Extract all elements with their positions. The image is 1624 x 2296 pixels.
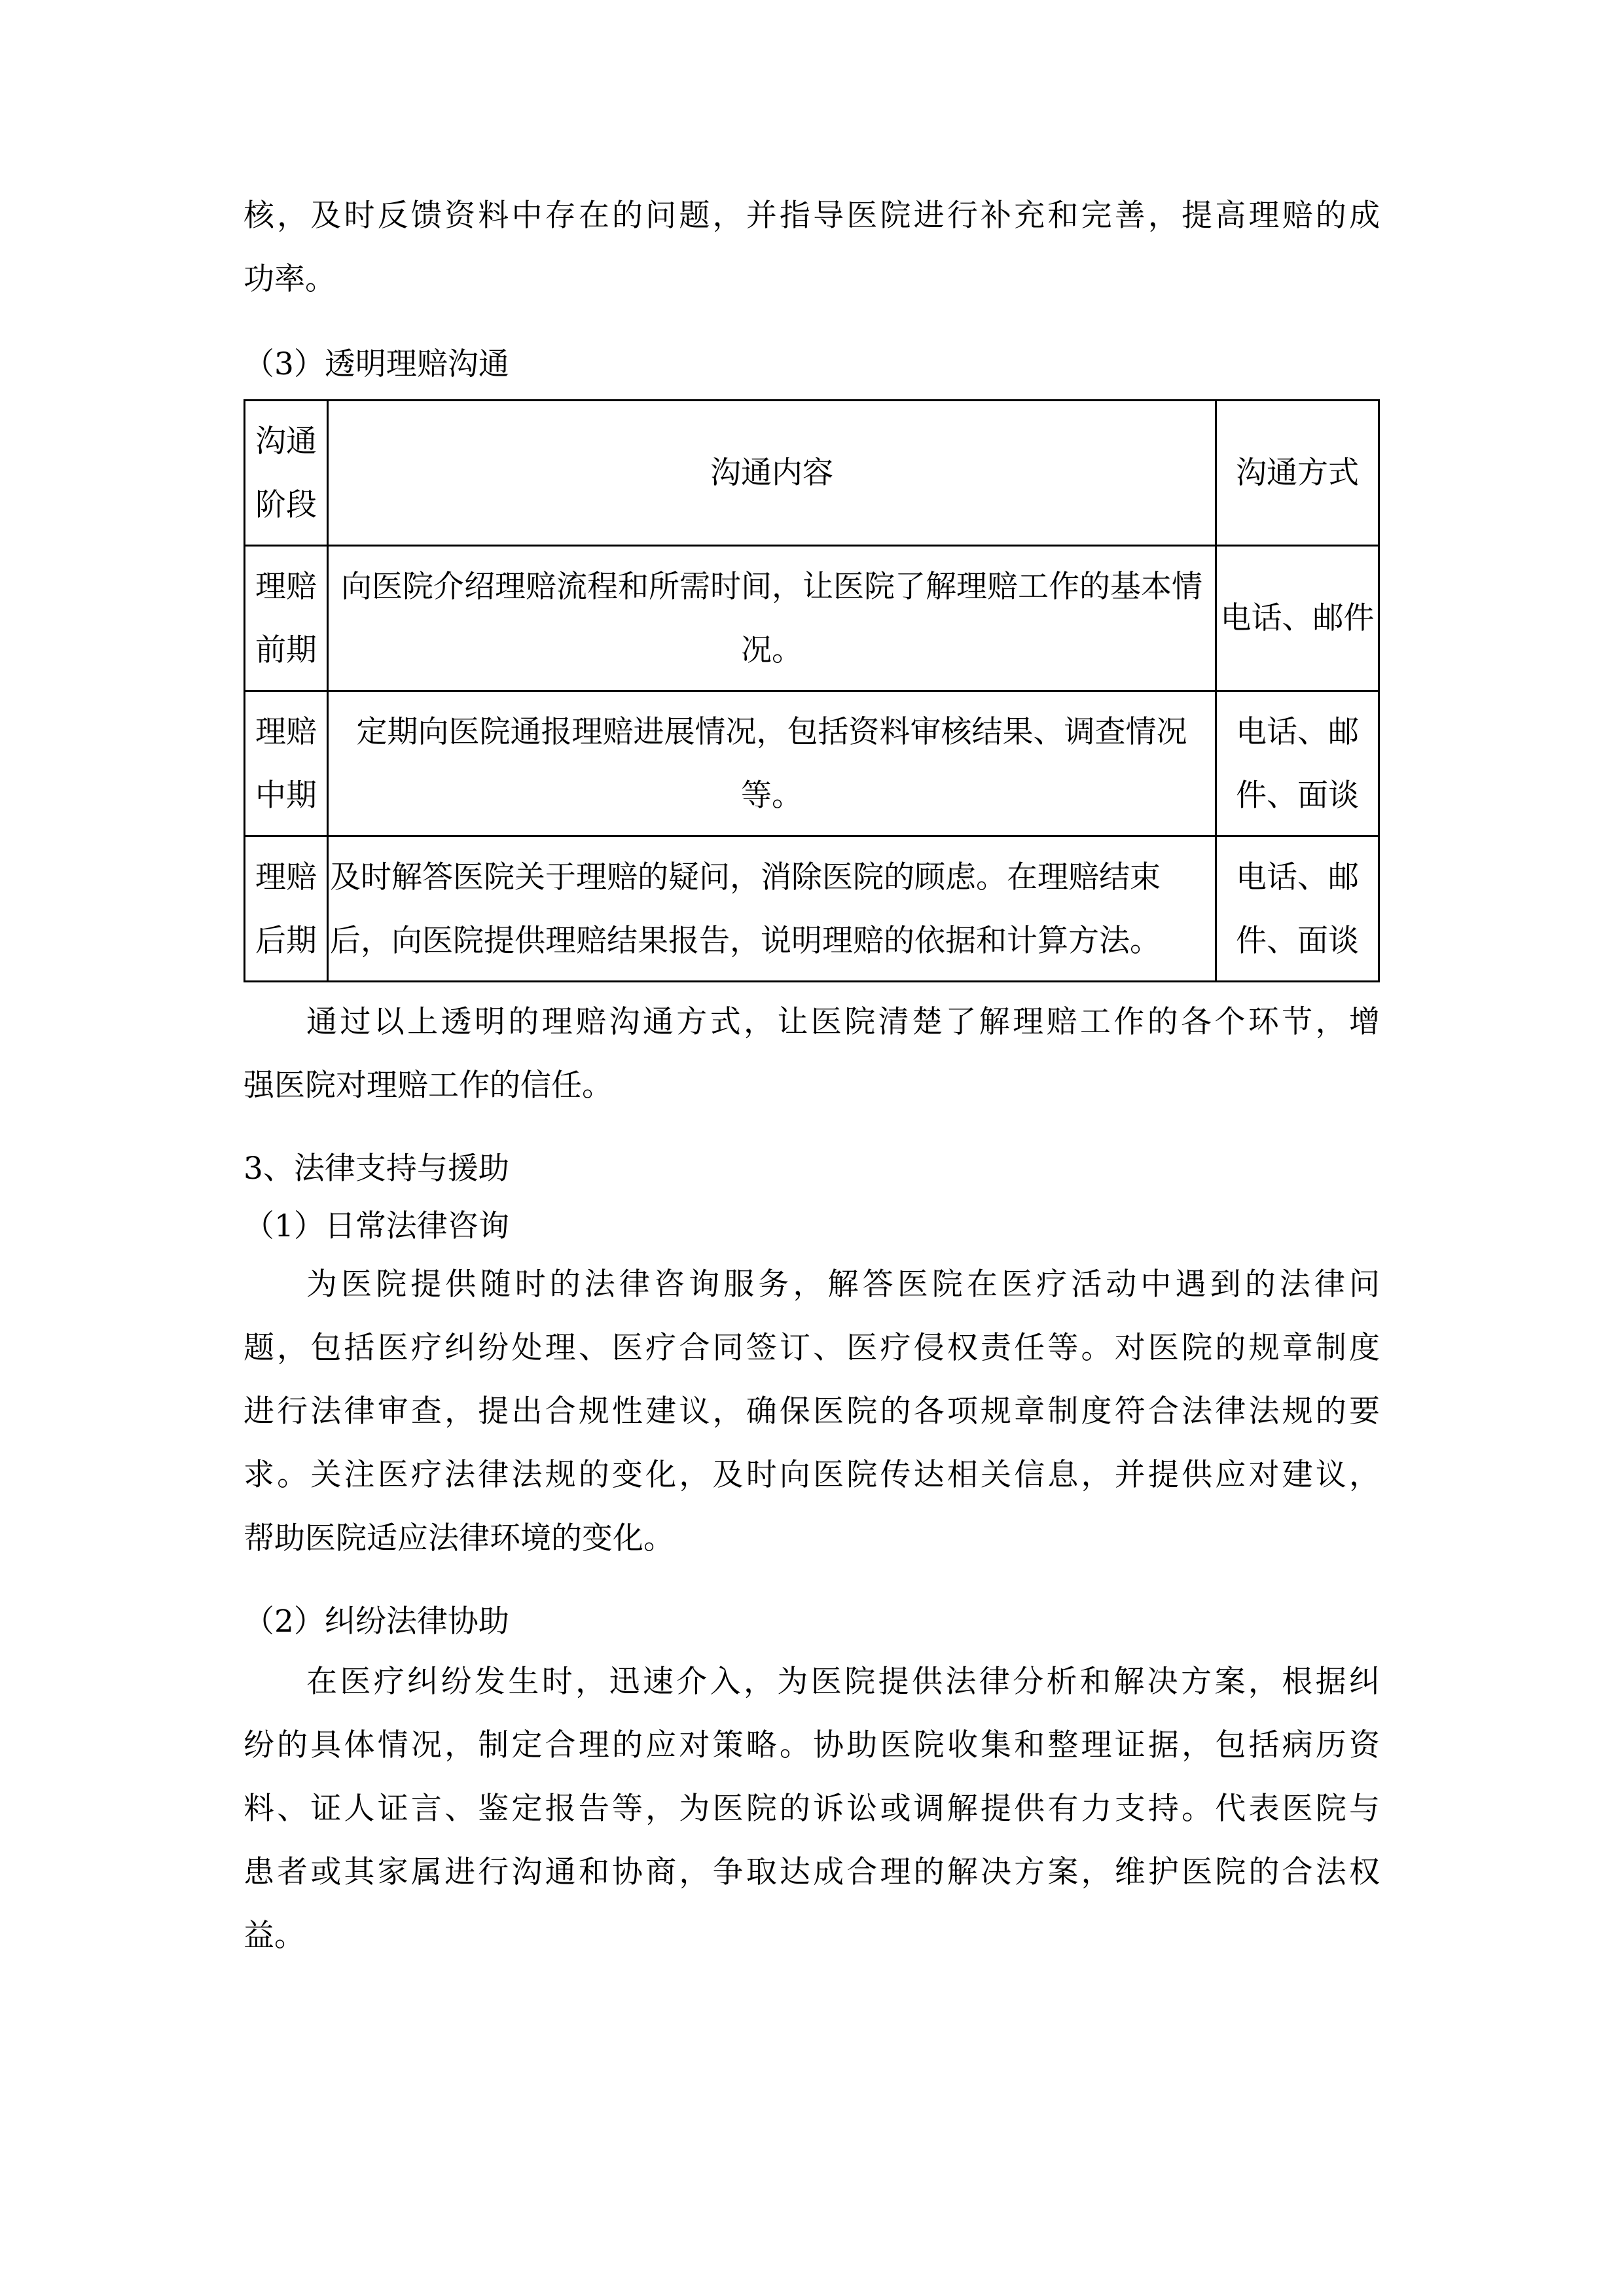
paragraph-line: 功率。 [244, 261, 336, 297]
header-cell-content: 沟通内容 [328, 401, 1216, 546]
table-row [245, 546, 1379, 691]
paragraph-line: 核，及时反馈资料中存在的问题，并指导医院进行补充和完善，提高理赔的成 [244, 198, 1380, 234]
table-header-row [245, 401, 1379, 546]
paragraph-line: 通过以上透明的理赔沟通方式，让医院清楚了解理赔工作的各个环节，增 [306, 1004, 1380, 1040]
paragraph-line: 益。 [244, 1918, 305, 1954]
stage-cell: 理赔前期 [245, 546, 328, 691]
stage-cell: 理赔中期 [245, 691, 328, 836]
paragraph-line: 纷的具体情况，制定合理的应对策略。协助医院收集和整理证据，包括病历资 [244, 1727, 1380, 1763]
paragraph-line: 求。关注医疗法律法规的变化，及时向医院传达相关信息，并提供应对建议， [244, 1457, 1380, 1493]
method-cell: 电话、邮件、面谈 [1216, 691, 1379, 836]
paragraph-line: 患者或其家属进行沟通和协商，争取达成合理的解决方案，维护医院的合法权 [244, 1854, 1380, 1890]
header-cell-method: 沟通方式 [1216, 401, 1379, 546]
subsection-heading: （2）纠纷法律协助 [244, 1604, 509, 1640]
header-cell-stage: 沟通阶段 [245, 401, 328, 546]
method-cell: 电话、邮件、面谈 [1216, 836, 1379, 982]
paragraph-line: 为医院提供随时的法律咨询服务，解答医院在医疗活动中遇到的法律问 [306, 1266, 1380, 1302]
paragraph-line: 料、证人证言、鉴定报告等，为医院的诉讼或调解提供有力支持。代表医院与 [244, 1791, 1380, 1827]
method-cell: 电话、邮件 [1216, 546, 1379, 691]
content-cell: 及时解答医院关于理赔的疑问，消除医院的顾虑。在理赔结束后，向医院提供理赔结果报告，说明理赔的依据和计算方法。 [328, 836, 1216, 982]
stage-cell: 理赔后期 [245, 836, 328, 982]
subsection-heading: （1）日常法律咨询 [244, 1208, 509, 1244]
section-heading: 3、法律支持与援助 [244, 1151, 509, 1187]
paragraph-line: 题，包括医疗纠纷处理、医疗合同签订、医疗侵权责任等。对医院的规章制度 [244, 1330, 1380, 1366]
paragraph-line: 在医疗纠纷发生时，迅速介入，为医院提供法律分析和解决方案，根据纠 [306, 1664, 1380, 1700]
paragraph-line: 帮助医院适应法律环境的变化。 [244, 1520, 674, 1556]
content-cell: 定期向医院通报理赔进展情况，包括资料审核结果、调查情况等。 [328, 691, 1216, 836]
paragraph-line: 强医院对理赔工作的信任。 [244, 1067, 613, 1103]
communication-table [244, 399, 1380, 982]
section-heading: （3）透明理赔沟通 [244, 346, 509, 382]
table-row [245, 836, 1379, 982]
content-cell: 向医院介绍理赔流程和所需时间，让医院了解理赔工作的基本情况。 [328, 546, 1216, 691]
table-row [245, 691, 1379, 836]
paragraph-line: 进行法律审查，提出合规性建议，确保医院的各项规章制度符合法律法规的要 [244, 1393, 1380, 1429]
